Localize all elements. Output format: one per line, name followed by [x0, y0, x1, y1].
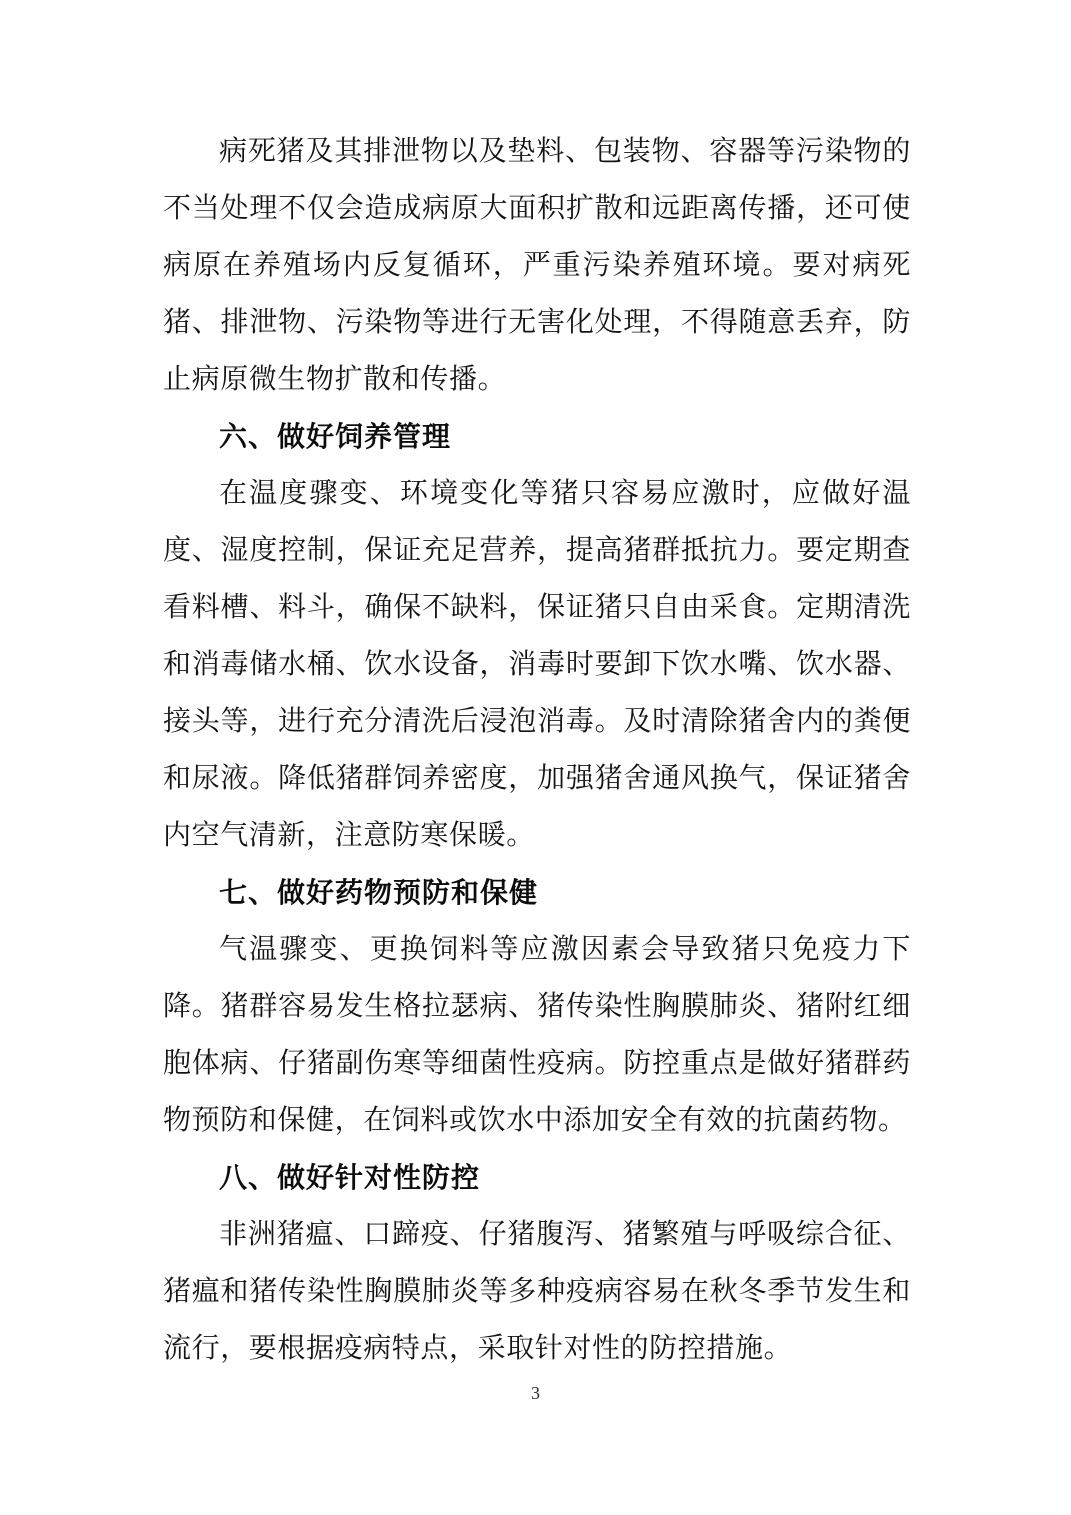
section-8-paragraph: 非洲猪瘟、口蹄疫、仔猪腹泻、猪繁殖与呼吸综合征、猪瘟和猪传染性胸膜肺炎等多种疫病容易在秋冬季节发生和流行，要根据疫病特点，采取针对性的防控措施。 [163, 1219, 911, 1364]
page-number: 3 [531, 1383, 540, 1403]
document-content [163, 123, 911, 1377]
section-6-heading: 六、做好饲养管理 [219, 421, 452, 452]
section-7-paragraph: 气温骤变、更换饲料等应激因素会导致猪只免疫力下降。猪群容易发生格拉瑟病、猪传染性胸膜肺炎、猪附红细胞体病、仔猪副伤寒等细菌性疫病。防控重点是做好猪群药物预防和保健，在饲料或饮水中添加安全有效的抗菌药物。 [163, 934, 911, 1136]
section-7-heading: 七、做好药物预防和保健 [219, 877, 539, 908]
section-6-paragraph: 在温度骤变、环境变化等猪只容易应激时，应做好温度、湿度控制，保证充足营养，提高猪群抵抗力。要定期查看料槽、料斗，确保不缺料，保证猪只自由采食。定期清洗和消毒储水桶、饮水设备，消毒时要卸下饮水嘴、饮水器、接头等，进行充分清洗后浸泡消毒。及时清除猪舍内的粪便和尿液。降低猪群饲养密度，加强猪舍通风换气，保证猪舍内空气清新，注意防寒保暖。 [163, 478, 911, 851]
section-8-heading: 八、做好针对性防控 [219, 1162, 481, 1193]
paragraph-carcass-disposal: 病死猪及其排泄物以及垫料、包装物、容器等污染物的不当处理不仅会造成病原大面积扩散和远距离传播，还可使病原在养殖场内反复循环，严重污染养殖环境。要对病死猪、排泄物、污染物等进行无害化处理，不得随意丢弃，防止病原微生物扩散和传播。 [163, 136, 911, 395]
